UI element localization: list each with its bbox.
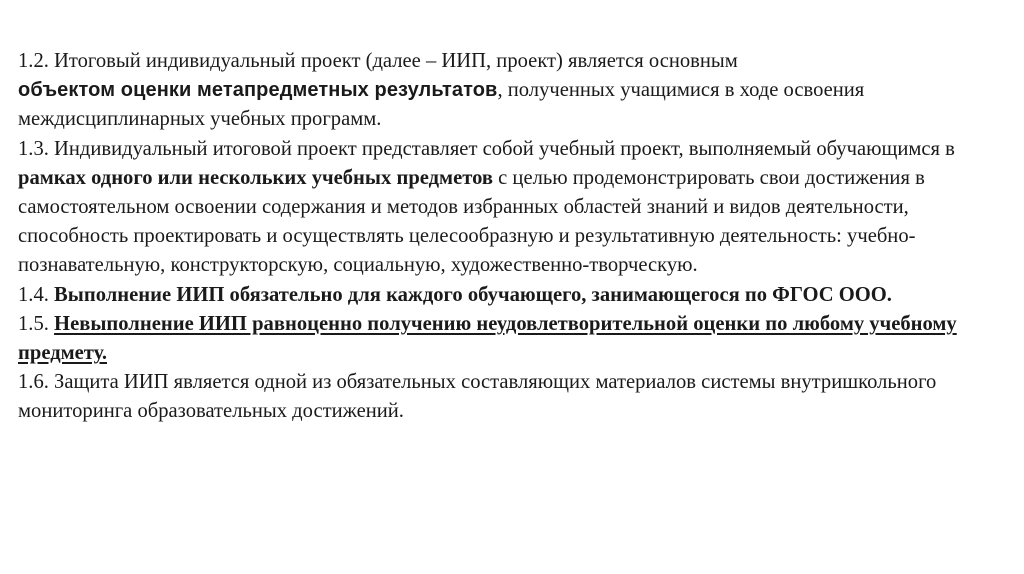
document-text xyxy=(18,47,1008,427)
emphasis-text: рамках одного или нескольких учебных предметов xyxy=(18,166,493,189)
paragraph-text: Индивидуальный итоговой проект представляет собой учебный проект, выполняемый обучающимся в xyxy=(48,137,955,160)
paragraph-number: 1.2. xyxy=(18,50,49,72)
emphasis-text: Выполнение ИИП обязательно для каждого обучающего, занимающегося по ФГОС ООО. xyxy=(48,283,892,306)
paragraph-1-6 xyxy=(18,368,1008,426)
paragraph-number: 1.5. xyxy=(18,312,49,335)
paragraph-1-5 xyxy=(18,310,1008,368)
paragraph-number: 1.6. xyxy=(18,371,49,394)
paragraph-1-2 xyxy=(18,47,1008,135)
paragraph-text: Итоговый индивидуальный проект (далее – ИИП, проект) является основным xyxy=(48,50,738,72)
paragraph-text: Защита ИИП является одной из обязательных составляющих материалов системы внутришкольного мониторинга образовательных достижений. xyxy=(18,371,937,423)
paragraph-text: , полученных учащимися в ходе освоения междисциплинарных учебных программ. xyxy=(18,79,865,131)
emphasis-text: объектом оценки метапредметных результатов xyxy=(18,79,498,102)
paragraph-number: 1.4. xyxy=(18,283,49,306)
paragraph-number: 1.3. xyxy=(18,137,49,160)
paragraph-1-4 xyxy=(18,281,1008,310)
emphasis-underlined-text: Невыполнение ИИП равноценно получению неудовлетворительной оценки по любому учебному предмету. xyxy=(18,312,957,365)
paragraph-1-3 xyxy=(18,135,1008,281)
paragraph-text: с целью продемонстрировать свои достижения в самостоятельном освоении содержания и методов избранных областей знаний и видов деятельности, способность проектировать и осуществлять целесообразную и результативную деятельность: учебно-познавательную, конструкторскую, социальную, художественно-творческую. xyxy=(18,166,925,277)
